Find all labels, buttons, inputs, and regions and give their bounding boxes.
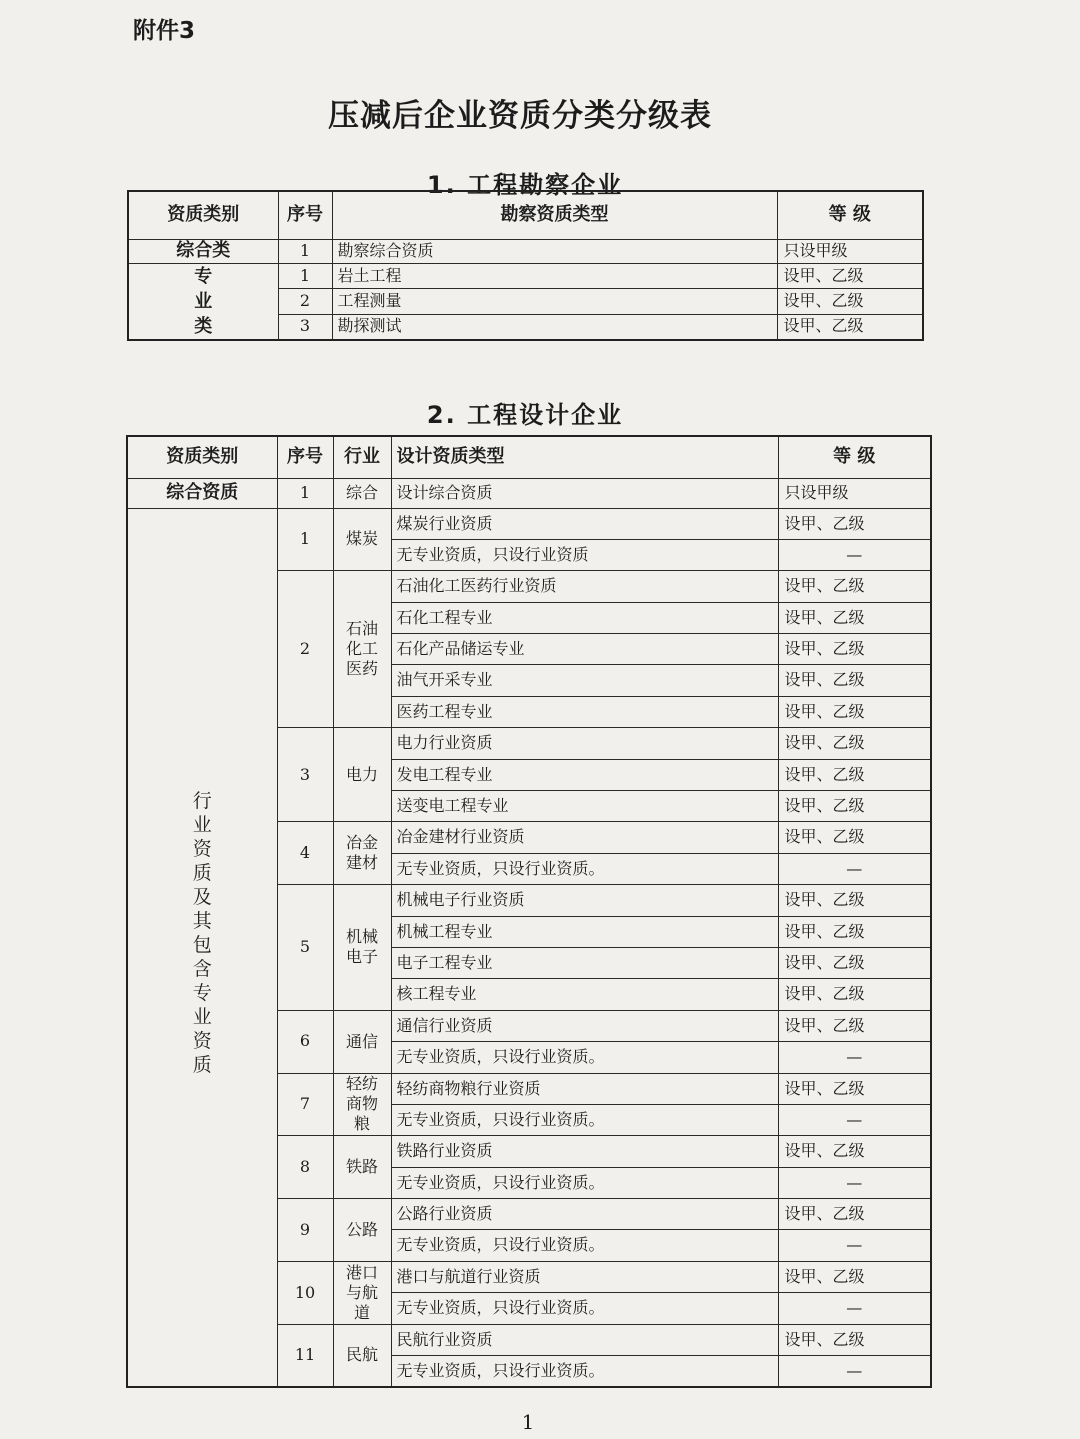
header-category: 资质类别 [128, 191, 278, 239]
section1-title: 1. 工程勘察企业 [426, 171, 624, 199]
group-industry: 民航 [333, 1324, 391, 1387]
row-grade: — [778, 539, 931, 570]
row-grade: 设甲、乙级 [777, 263, 923, 289]
row-no: 1 [277, 478, 333, 508]
row-grade: 设甲、乙级 [778, 1199, 931, 1230]
table-header-row [128, 191, 923, 239]
row-type: 通信行业资质 [391, 1010, 778, 1041]
group-no: 5 [277, 885, 333, 1011]
group-no: 1 [277, 508, 333, 571]
row-type: 无专业资质，只设行业资质。 [391, 1042, 778, 1073]
category-industry [127, 508, 277, 1387]
row-type: 民航行业资质 [391, 1324, 778, 1355]
row-grade: 设甲、乙级 [778, 728, 931, 759]
row-type: 送变电工程专业 [391, 791, 778, 822]
page-title: 压减后企业资质分类分级表 [328, 98, 712, 134]
group-no: 6 [277, 1010, 333, 1073]
group-industry: 机械 电子 [333, 885, 391, 1011]
row-type: 设计综合资质 [391, 478, 778, 508]
row-type: 无专业资质，只设行业资质。 [391, 1104, 778, 1135]
header-grade: 等 级 [777, 191, 923, 239]
attachment-label: 附件3 [133, 18, 196, 44]
row-type: 工程测量 [332, 289, 777, 315]
table-row [127, 508, 931, 539]
row-grade: 设甲、乙级 [778, 822, 931, 853]
row-grade: 设甲、乙级 [778, 979, 931, 1010]
row-grade: 设甲、乙级 [777, 289, 923, 315]
row-grade: 设甲、乙级 [778, 696, 931, 727]
group-industry: 铁路 [333, 1136, 391, 1199]
row-grade: 设甲、乙级 [778, 1010, 931, 1041]
row-grade: — [778, 1293, 931, 1324]
section2-title: 2. 工程设计企业 [426, 401, 624, 429]
row-type: 电力行业资质 [391, 728, 778, 759]
row-type: 无专业资质，只设行业资质。 [391, 1293, 778, 1324]
row-grade: — [778, 1356, 931, 1387]
row-grade: — [778, 1042, 931, 1073]
header-category: 资质类别 [127, 436, 277, 478]
row-type: 无专业资质，只设行业资质。 [391, 1230, 778, 1261]
page-number: 1 [521, 1410, 535, 1434]
header-type: 勘察资质类型 [332, 191, 777, 239]
row-type: 医药工程专业 [391, 696, 778, 727]
row-grade: 设甲、乙级 [778, 759, 931, 790]
row-no: 3 [278, 314, 332, 340]
table-row [128, 239, 923, 263]
row-no: 1 [278, 239, 332, 263]
row-grade: 设甲、乙级 [778, 1261, 931, 1292]
row-type: 轻纺商物粮行业资质 [391, 1073, 778, 1104]
row-grade: — [778, 853, 931, 884]
row-grade: 设甲、乙级 [778, 916, 931, 947]
group-no: 8 [277, 1136, 333, 1199]
group-industry: 石油 化工 医药 [333, 571, 391, 728]
row-grade: 设甲、乙级 [777, 314, 923, 340]
header-grade: 等 级 [778, 436, 931, 478]
group-no: 4 [277, 822, 333, 885]
row-no: 1 [278, 263, 332, 289]
group-no: 11 [277, 1324, 333, 1387]
row-grade: 设甲、乙级 [778, 885, 931, 916]
row-type: 电子工程专业 [391, 947, 778, 978]
row-grade: 设甲、乙级 [778, 634, 931, 665]
row-grade: 设甲、乙级 [778, 1073, 931, 1104]
row-grade: 设甲、乙级 [778, 1136, 931, 1167]
row-grade: 设甲、乙级 [778, 571, 931, 602]
group-no: 2 [277, 571, 333, 728]
group-industry: 通信 [333, 1010, 391, 1073]
row-type: 油气开采专业 [391, 665, 778, 696]
row-type: 煤炭行业资质 [391, 508, 778, 539]
category-comprehensive: 综合类 [128, 239, 278, 263]
row-type: 勘探测试 [332, 314, 777, 340]
header-no: 序号 [277, 436, 333, 478]
row-type: 核工程专业 [391, 979, 778, 1010]
row-type: 无专业资质，只设行业资质。 [391, 1167, 778, 1198]
table-row [128, 263, 923, 289]
row-type: 岩土工程 [332, 263, 777, 289]
group-industry: 煤炭 [333, 508, 391, 571]
row-type: 冶金建材行业资质 [391, 822, 778, 853]
row-grade: 只设甲级 [777, 239, 923, 263]
header-type: 设计资质类型 [391, 436, 778, 478]
group-no: 9 [277, 1199, 333, 1262]
row-grade: 设甲、乙级 [778, 947, 931, 978]
row-grade: 设甲、乙级 [778, 791, 931, 822]
row-grade: — [778, 1104, 931, 1135]
group-no: 7 [277, 1073, 333, 1136]
row-type: 公路行业资质 [391, 1199, 778, 1230]
header-no: 序号 [278, 191, 332, 239]
row-type: 无专业资质，只设行业资质。 [391, 853, 778, 884]
row-type: 发电工程专业 [391, 759, 778, 790]
group-no: 3 [277, 728, 333, 822]
group-industry: 电力 [333, 728, 391, 822]
row-type: 无专业资质，只设行业资质。 [391, 1356, 778, 1387]
row-grade: 设甲、乙级 [778, 1324, 931, 1355]
row-type: 勘察综合资质 [332, 239, 777, 263]
row-grade: — [778, 1167, 931, 1198]
table-row [127, 478, 931, 508]
row-type: 石油化工医药行业资质 [391, 571, 778, 602]
row-type: 石化工程专业 [391, 602, 778, 633]
category-special [128, 263, 278, 340]
design-qualification-table [126, 435, 932, 1388]
group-industry: 港口 与航 道 [333, 1261, 391, 1324]
group-no: 10 [277, 1261, 333, 1324]
category-industry-label: 行业资质及其包含专业资质 [192, 789, 212, 1076]
row-type: 机械工程专业 [391, 916, 778, 947]
row-grade: 设甲、乙级 [778, 602, 931, 633]
row-type: 石化产品储运专业 [391, 634, 778, 665]
row-grade: — [778, 1230, 931, 1261]
table-header-row [127, 436, 931, 478]
category-special-label: 专业类 [194, 265, 213, 337]
group-industry: 公路 [333, 1199, 391, 1262]
row-no: 2 [278, 289, 332, 315]
row-industry: 综合 [333, 478, 391, 508]
row-type: 无专业资质，只设行业资质 [391, 539, 778, 570]
row-grade: 设甲、乙级 [778, 508, 931, 539]
survey-qualification-table [127, 190, 924, 341]
row-type: 港口与航道行业资质 [391, 1261, 778, 1292]
row-type: 铁路行业资质 [391, 1136, 778, 1167]
category-comprehensive: 综合资质 [127, 478, 277, 508]
row-grade: 设甲、乙级 [778, 665, 931, 696]
group-industry: 轻纺 商物 粮 [333, 1073, 391, 1136]
group-industry: 冶金 建材 [333, 822, 391, 885]
header-industry: 行业 [333, 436, 391, 478]
row-type: 机械电子行业资质 [391, 885, 778, 916]
row-grade: 只设甲级 [778, 478, 931, 508]
